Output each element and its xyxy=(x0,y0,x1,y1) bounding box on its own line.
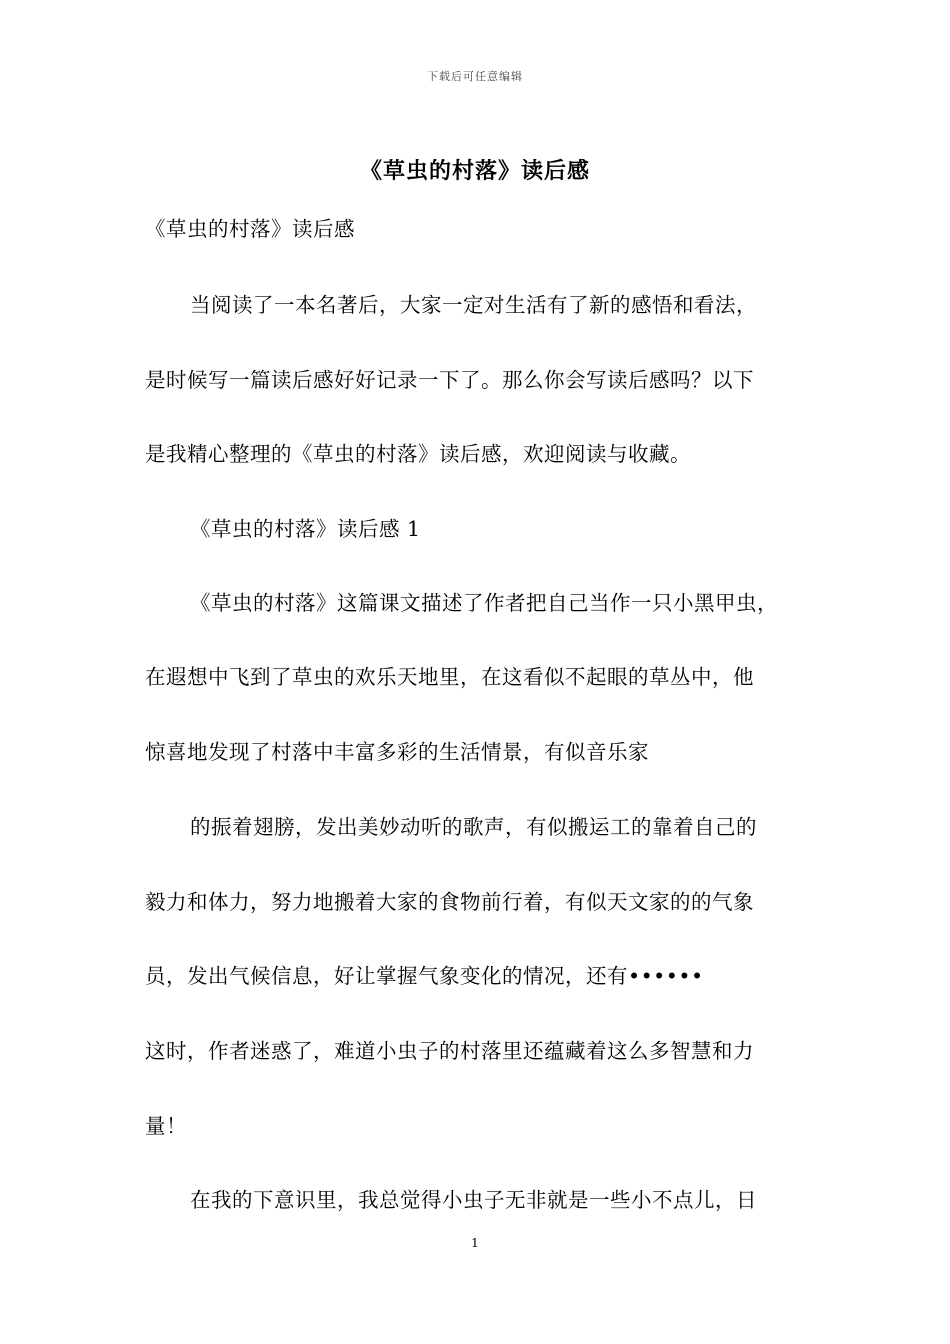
paragraph-line: 惊喜地发现了村落中丰富多彩的生活情景，有似音乐家 xyxy=(145,740,649,764)
paragraph-line: 是我精心整理的《草虫的村落》读后感，欢迎阅读与收藏。 xyxy=(145,442,691,466)
document-title: 《草虫的村落》读后感 xyxy=(359,158,590,184)
paragraph-line: 这时，作者迷惑了，难道小虫子的村落里还蕴藏着这么多智慧和力 xyxy=(145,1039,754,1063)
page-number: 1 xyxy=(471,1236,479,1250)
paragraph-line: 毅力和体力，努力地搬着大家的食物前行着，有似天文家的的气象 xyxy=(145,890,754,914)
paragraph-line: 量！ xyxy=(145,1114,187,1138)
paragraph-line: 在遐想中飞到了草虫的欢乐天地里，在这看似不起眼的草丛中，他 xyxy=(145,665,754,689)
subtitle-line: 《草虫的村落》读后感 xyxy=(145,217,355,241)
header-note: 下载后可任意编辑 xyxy=(427,70,523,83)
section-heading: 《草虫的村落》读后感 1 xyxy=(190,517,421,541)
paragraph-line: 在我的下意识里，我总觉得小虫子无非就是一些小不点儿，日 xyxy=(190,1188,757,1212)
paragraph-line: 当阅读了一本名著后，大家一定对生活有了新的感悟和看法， xyxy=(190,293,757,317)
paragraph-line: 是时候写一篇读后感好好记录一下了。那么你会写读后感吗？以下 xyxy=(145,368,754,392)
paragraph-line: 员，发出气候信息，好让掌握气象变化的情况，还有•••••• xyxy=(145,964,704,988)
paragraph-line: 的振着翅膀，发出美妙动听的歌声，有似搬运工的靠着自己的 xyxy=(190,815,757,839)
paragraph-line: 《草虫的村落》这篇课文描述了作者把自己当作一只小黑甲虫， xyxy=(190,591,778,615)
